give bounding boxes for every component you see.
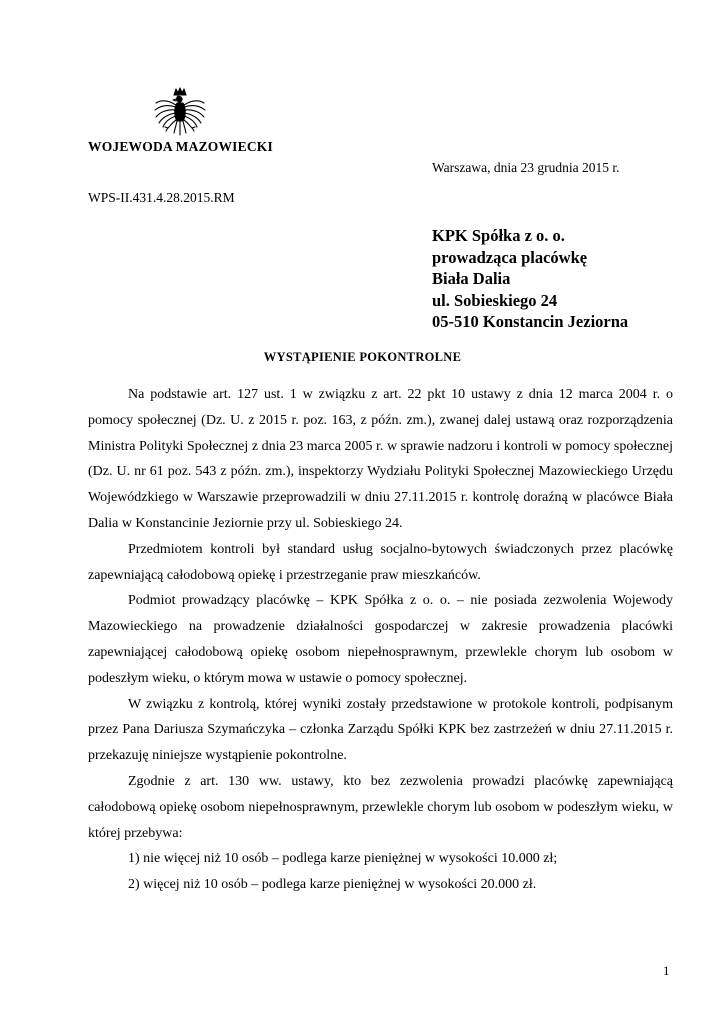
addressee-line: prowadząca placówkę [432, 247, 588, 267]
page-number: 1 [663, 963, 670, 978]
addressee-line: 05-510 Konstancin Jeziorna [432, 312, 629, 331]
body-paragraph: Przedmiotem kontroli był standard usług socjalno-bytowych świadczonych przez placówkę zapewniającą całodobową opiekę i przestrzeganie praw mieszkańców. [88, 541, 673, 583]
case-reference: WPS-II.431.4.28.2015.RM [88, 190, 235, 205]
document-body [88, 382, 673, 898]
polish-eagle-emblem-icon [152, 86, 208, 140]
addressee-line: ul. Sobieskiego 24 [432, 290, 558, 310]
place-and-date: Warszawa, dnia 23 grudnia 2015 r. [432, 160, 620, 175]
penalty-item: 2) więcej niż 10 osób – podlega karze pieniężnej w wysokości 20.000 zł. [128, 877, 537, 893]
body-paragraph: W związku z kontrolą, której wyniki zostały przedstawione w protokole kontroli, podpisanym przez Pana Dariusza Szymańczyka – członka Zarządu Spółki KPK bez zastrzeżeń w dniu 27.11.2015 r. przekazuję niniejsze wystąpienie pokontrolne. [88, 696, 673, 764]
body-paragraph: Na podstawie art. 127 ust. 1 w związku z art. 22 pkt 10 ustawy z dnia 12 marca 2004 r. o pomocy społecznej (Dz. U. z 2015 r. poz. 163, z późn. zm.), zwanej dalej ustawą oraz rozporządzenia Ministra Polityki Społecznej z dnia 23 marca 2005 r. w sprawie nadzoru i kontroli w pomocy społecznej (Dz. U. nr 61 poz. 543 z późn. zm.), inspektorzy Wydziału Polityki Społecznej Mazowieckiego Urzędu Wojewódzkiego w Warszawie przeprowadzili w dniu 27.11.2015 r. kontrolę doraźną w placówce Biała Dalia w Konstancinie Jeziornie przy ul. Sobieskiego 24. [88, 387, 673, 531]
document-title: WYSTĄPIENIE POKONTROLNE [263, 350, 462, 364]
addressee-line: KPK Spółka z o. o. [432, 226, 565, 245]
penalty-item: 1) nie więcej niż 10 osób – podlega karze pieniężnej w wysokości 10.000 zł; [128, 851, 558, 867]
issuing-authority: WOJEWODA MAZOWIECKI [88, 139, 273, 154]
body-paragraph: Podmiot prowadzący placówkę – KPK Spółka z o. o. – nie posiada zezwolenia Wojewody Mazowieckiego na prowadzenie działalności gospodarczej w zakresie prowadzenia placówki zapewniającej całodobową opiekę osobom niepełnosprawnym, przewlekle chorym lub osobom w podeszłym wieku, o którym mowa w ustawie o pomocy społecznej. [88, 593, 673, 686]
addressee-block [432, 225, 628, 333]
addressee-line: Biała Dalia [432, 269, 511, 288]
body-paragraph: Zgodnie z art. 130 ww. ustawy, kto bez zezwolenia prowadzi placówkę zapewniającą całodobową opiekę osobom niepełnosprawnym, przewlekle chorym lub osobom w podeszłym wieku, w której przebywa: [88, 773, 673, 841]
